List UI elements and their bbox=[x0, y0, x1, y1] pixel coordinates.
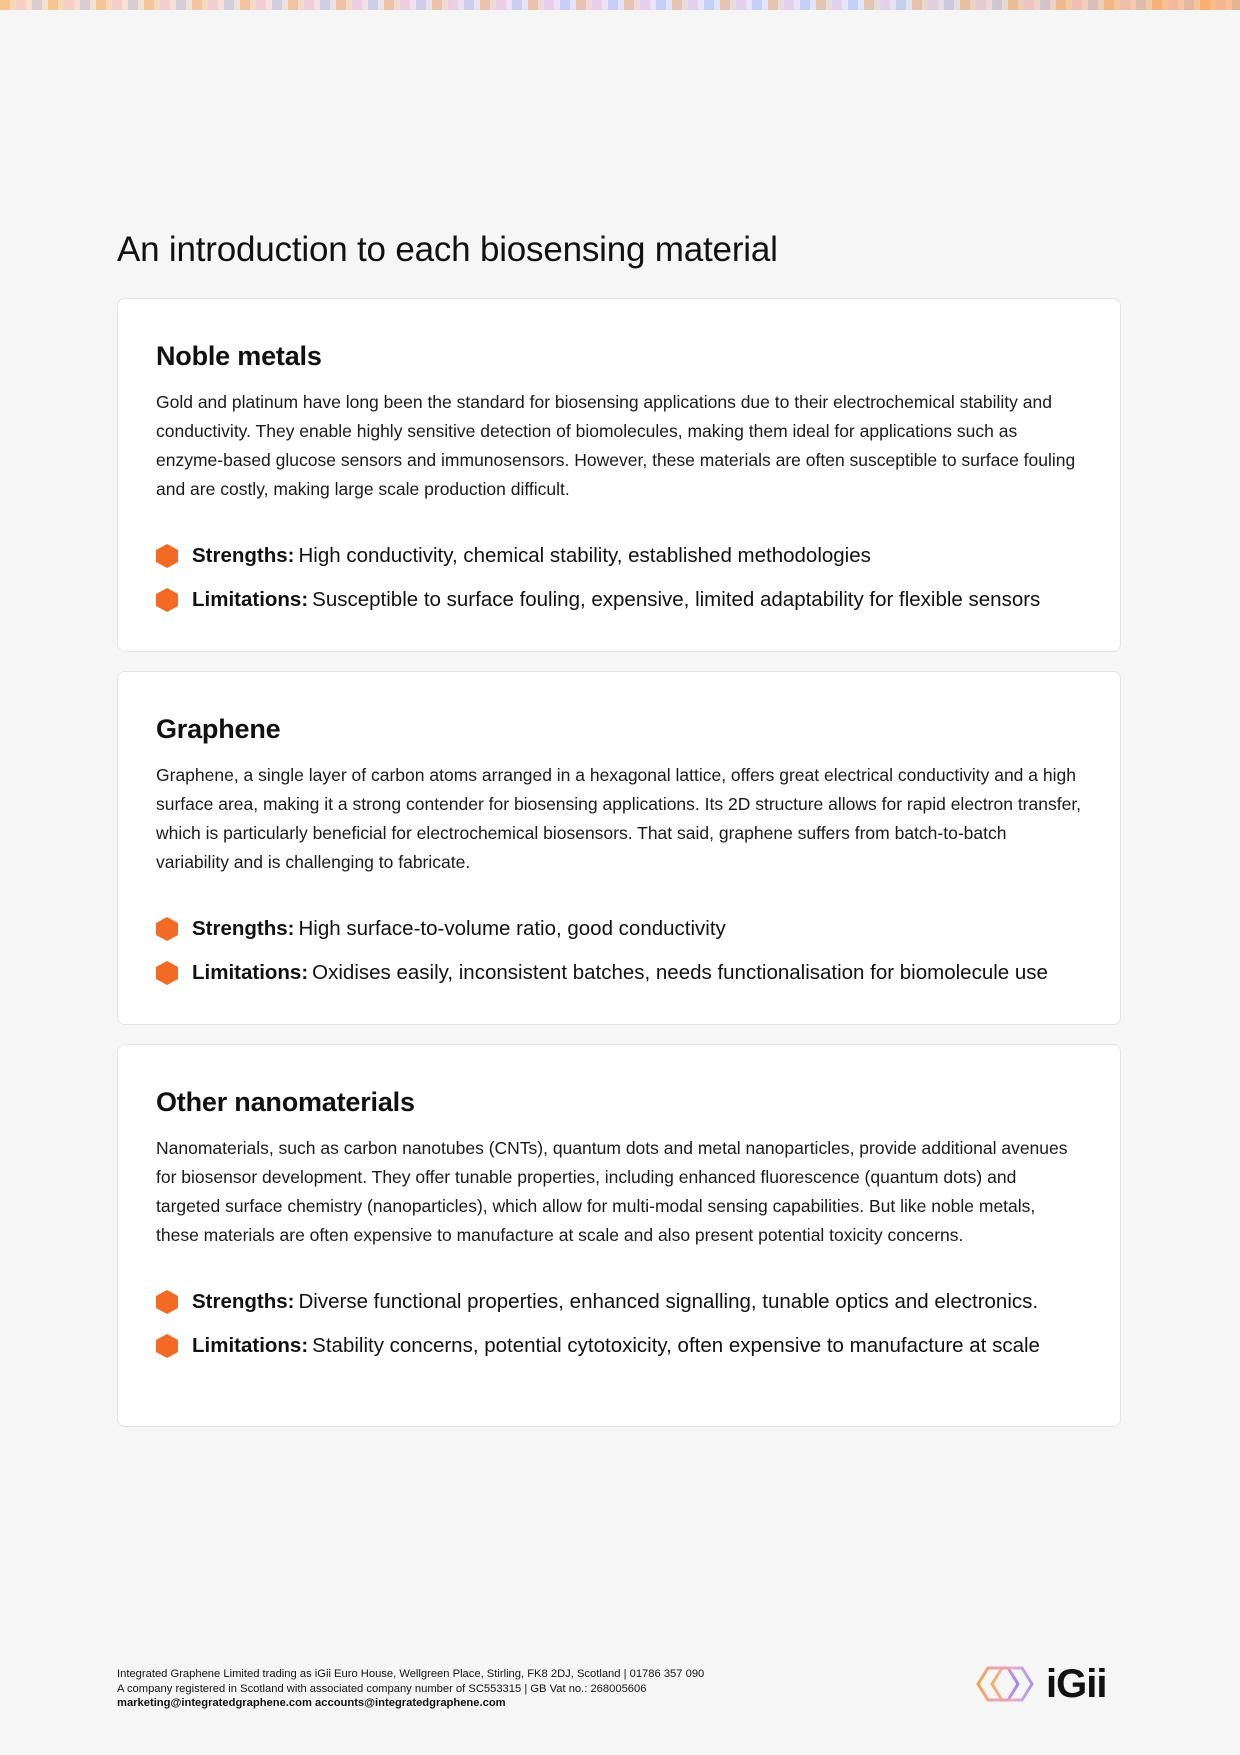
limitations-label: Limitations: bbox=[192, 1334, 309, 1357]
page-title: An introduction to each biosensing material bbox=[117, 230, 778, 269]
footer-registration: A company registered in Scotland with associated company number of SC553315 | GB Vat no.: 268005606 bbox=[117, 1682, 647, 1695]
strengths-item bbox=[156, 907, 1082, 951]
section-heading: Graphene bbox=[156, 714, 281, 744]
strengths-text: High surface-to-volume ratio, good conductivity bbox=[298, 917, 726, 940]
limitations-text: Susceptible to surface fouling, expensive, limited adaptability for flexible sensors bbox=[312, 588, 1041, 611]
strengths-label: Strengths: bbox=[192, 544, 295, 567]
hexagon-bullet-icon bbox=[156, 917, 178, 941]
section-card-graphene bbox=[117, 671, 1121, 1025]
limitations-text: Oxidises easily, inconsistent batches, needs functionalisation for biomolecule use bbox=[312, 961, 1048, 984]
section-heading: Noble metals bbox=[156, 341, 322, 371]
points-list bbox=[156, 907, 1082, 995]
limitations-label: Limitations: bbox=[192, 961, 309, 984]
strengths-label: Strengths: bbox=[192, 1290, 295, 1313]
section-heading: Other nanomaterials bbox=[156, 1087, 415, 1117]
points-list bbox=[156, 1280, 1082, 1368]
strengths-text: High conductivity, chemical stability, established methodologies bbox=[298, 544, 871, 567]
limitations-item bbox=[156, 578, 1082, 622]
strengths-item bbox=[156, 1280, 1082, 1324]
strengths-text: Diverse functional properties, enhanced signalling, tunable optics and electronics. bbox=[298, 1290, 1039, 1313]
points-list bbox=[156, 534, 1082, 622]
company-logo bbox=[976, 1662, 1122, 1706]
section-body: Gold and platinum have long been the standard for biosensing applications due to their electrochemical stability and conductivity. They enable highly sensitive detection of biomolecules, making them ideal for applications such as enzyme-based glucose sensors and immunosensors. However, these materials are often susceptible to surface fouling and are costly, making large scale production difficult. bbox=[156, 392, 1076, 499]
section-card-other-nanomaterials bbox=[117, 1044, 1121, 1427]
limitations-label: Limitations: bbox=[192, 588, 309, 611]
footer-emails: marketing@integratedgraphene.com accounts@integratedgraphene.com bbox=[117, 1697, 506, 1709]
section-card-noble-metals bbox=[117, 298, 1121, 652]
limitations-item bbox=[156, 1324, 1082, 1368]
hexagon-bullet-icon bbox=[156, 588, 178, 612]
hexagon-lattice-logo-icon bbox=[976, 1664, 1044, 1704]
hexagon-bullet-icon bbox=[156, 1334, 178, 1358]
decorative-top-strip bbox=[0, 0, 1240, 10]
limitations-text: Stability concerns, potential cytotoxicity, often expensive to manufacture at scale bbox=[312, 1334, 1040, 1357]
footer bbox=[117, 1667, 704, 1711]
footer-address: Integrated Graphene Limited trading as iGii Euro House, Wellgreen Place, Stirling, FK8 2DJ, Scotland | 01786 357 090 bbox=[117, 1668, 705, 1680]
hexagon-bullet-icon bbox=[156, 544, 178, 568]
strengths-item bbox=[156, 534, 1082, 578]
hexagon-bullet-icon bbox=[156, 1290, 178, 1314]
section-body: Graphene, a single layer of carbon atoms arranged in a hexagonal lattice, offers great electrical conductivity and a high surface area, making it a strong contender for biosensing applications. Its 2D structure allows for rapid electron transfer, which is particularly beneficial for electrochemical biosensors. That said, graphene suffers from batch-to-batch variability and is challenging to fabricate. bbox=[156, 765, 1082, 872]
logo-wordmark: iGii bbox=[1046, 1661, 1107, 1706]
limitations-item bbox=[156, 951, 1082, 995]
section-body: Nanomaterials, such as carbon nanotubes (CNTs), quantum dots and metal nanoparticles, provide additional avenues for biosensor development. They offer tunable properties, including enhanced fluorescence (quantum dots) and targeted surface chemistry (nanoparticles), which allow for multi-modal sensing capabilities. But like noble metals, these materials are often expensive to manufacture at scale and also present potential toxicity concerns. bbox=[156, 1138, 1068, 1245]
strengths-label: Strengths: bbox=[192, 917, 295, 940]
hexagon-bullet-icon bbox=[156, 961, 178, 985]
